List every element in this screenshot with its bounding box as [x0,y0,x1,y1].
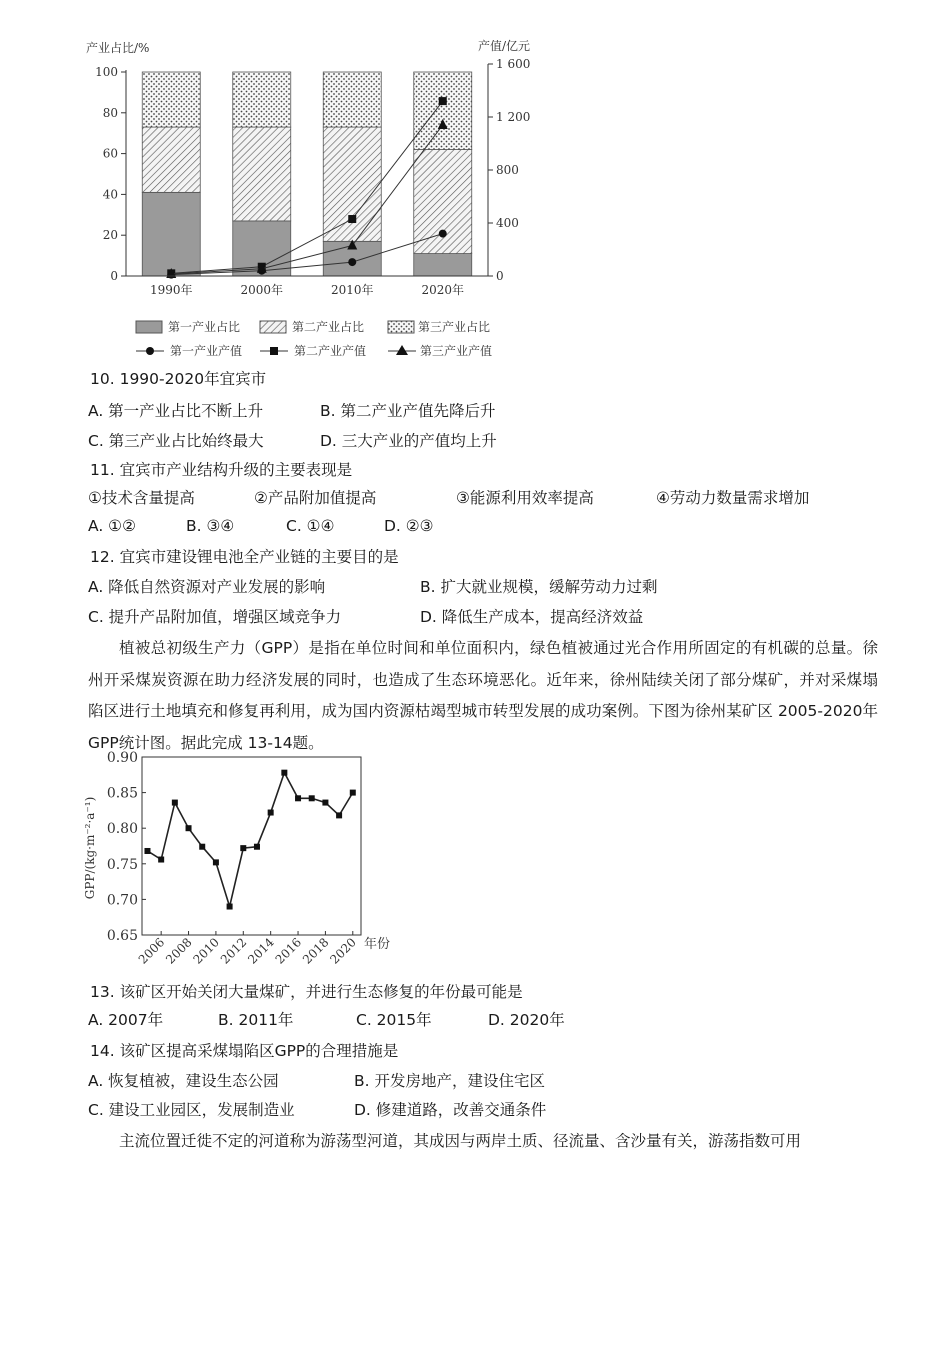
left-tick-label: 0 [110,269,118,283]
legend-label-secondary-share: 第二产业占比 [292,320,365,334]
gpp-x-ticks [136,931,359,967]
point-secondary-value [348,215,356,223]
q11-statement-2: ②产品附加值提高 [254,489,377,507]
bar-segment-tertiary [233,72,291,127]
q12-option-b[interactable]: B. 扩大就业规模，缓解劳动力过剩 [420,578,658,596]
right-tick-label: 800 [496,163,519,177]
q13-stem: 13. 该矿区开始关闭大量煤矿，并进行生态修复的年份最可能是 [90,983,523,1001]
q11-statement-3: ③能源利用效率提高 [456,489,594,507]
gpp-data-point [172,800,178,806]
series-line [171,125,443,274]
legend-label-primary-share: 第一产业占比 [168,320,241,334]
gpp-data-point [350,790,356,796]
right-axis-title: 产值/亿元 [478,39,531,53]
right-tick-label: 1 200 [496,110,531,124]
left-tick-label: 60 [102,146,118,161]
gpp-data-point [213,859,219,865]
q14-option-c[interactable]: C. 建设工业园区，发展制造业 [88,1101,295,1119]
legend-label-primary-value: 第一产业产值 [170,344,243,358]
q11-stem: 11. 宜宾市产业结构升级的主要表现是 [90,461,353,479]
bar-segment-primary [142,192,200,276]
gpp-data-point [322,800,328,806]
legend [136,319,492,358]
x-axis-labels [150,282,464,297]
series-line [171,101,443,273]
x-tick-label: 2000年 [240,283,284,297]
gpp-y-tick-label: 0.75 [106,856,138,873]
x-tick-label: 2010年 [330,283,374,297]
gpp-data-point [254,844,260,850]
river-passage-start: 主流位置迁徙不定的河道称为游荡型河道，其成因与两岸土质、径流量、含沙量有关，游荡指数可用 [119,1132,802,1150]
bar-segment-secondary [414,150,472,254]
gpp-x-tick-label: 2008 [163,935,195,967]
q12-option-d[interactable]: D. 降低生产成本，提高经济效益 [420,608,644,626]
right-tick-label: 1 600 [496,57,531,71]
bar-segment-secondary [142,127,200,192]
gpp-plot-frame [142,757,361,935]
left-tick-label: 40 [102,187,118,202]
gpp-y-tick-label: 0.90 [106,750,138,766]
x-tick-label: 1990年 [149,283,193,297]
gpp-series-line [147,773,352,907]
gpp-x-tick-label: 2012 [217,935,250,967]
bar-segment-primary [414,254,472,276]
q11-statement-4: ④劳动力数量需求增加 [656,489,810,507]
right-tick-label: 400 [496,216,519,230]
point-primary-value [348,258,356,266]
gpp-x-tick-label: 2016 [272,935,305,967]
legend-marker-triangle [396,345,408,355]
q13-option-a[interactable]: A. 2007年 [88,1011,164,1029]
gpp-data-point [268,810,274,816]
gpp-x-tick-label: 2014 [245,935,277,967]
q14-stem: 14. 该矿区提高采煤塌陷区GPP的合理措施是 [90,1042,399,1060]
point-secondary-value [439,97,447,105]
gpp-chart [80,748,410,970]
gpp-x-tick-label: 2010 [190,935,223,967]
series-line [171,234,443,275]
right-axis-ticks [488,57,530,283]
bar-segment-tertiary [142,72,200,127]
industry-chart [60,20,531,365]
gpp-y-tick-label: 0.70 [106,892,138,909]
q12-option-c[interactable]: C. 提升产品附加值，增强区域竞争力 [88,608,342,626]
gpp-data-point [186,825,192,831]
gpp-passage: 植被总初级生产力（GPP）是指在单位时间和单位面积内，绿色植被通过光合作用所固定的有机碳的总量。徐州开采煤炭资源在助力经济发展的同时，也造成了生态环境恶化。近年来，徐州陆续关闭了部分煤矿，并对采煤塌陷区进行土地填充和修复再利用，成为国内资源枯竭型城市转型发展的成功案例。下图为徐州某矿区 2005-2020年 GPP统计图。据此完成 13-14题。 [88,639,878,752]
q12-stem: 12. 宜宾市建设锂电池全产业链的主要目的是 [90,548,399,566]
point-primary-value [439,230,447,238]
gpp-data-point [227,904,233,910]
q12-option-a[interactable]: A. 降低自然资源对产业发展的影响 [88,578,326,596]
left-tick-label: 80 [102,105,118,120]
gpp-y-ticks [107,750,146,944]
q11-option-b[interactable]: B. ③④ [186,517,235,535]
legend-swatch-primary [136,321,162,333]
gpp-data-point [199,844,205,850]
left-axis-title: 产业占比/% [86,41,150,55]
q10-option-d[interactable]: D. 三大产业的产值均上升 [320,432,497,450]
gpp-data-point [240,845,246,851]
q10-option-c[interactable]: C. 第三产业占比始终最大 [88,432,264,450]
q13-option-b[interactable]: B. 2011年 [218,1011,294,1029]
legend-swatch-secondary [260,321,286,333]
bar-segment-secondary [233,127,291,221]
legend-swatch-tertiary [388,321,414,333]
q10-stem: 10. 1990-2020年宜宾市 [90,370,267,388]
q11-option-c[interactable]: C. ①④ [286,517,335,535]
gpp-y-axis-title: GPP/(kg·m⁻²·a⁻¹) [83,796,97,900]
legend-label-tertiary-share: 第三产业占比 [418,320,491,334]
gpp-y-tick-label: 0.80 [106,821,138,838]
value-lines [166,97,448,279]
gpp-data-point [158,857,164,863]
right-tick-label: 0 [496,269,504,283]
gpp-data-point [281,770,287,776]
bar-segment-tertiary [323,72,381,127]
x-tick-label: 2020年 [421,283,465,297]
gpp-data-point [295,795,301,801]
gpp-x-tick-label: 2006 [135,935,168,967]
q13-option-c[interactable]: C. 2015年 [356,1011,432,1029]
q13-option-d[interactable]: D. 2020年 [488,1011,565,1029]
stacked-bars [142,72,472,276]
gpp-x-tick-label: 2020 [327,935,359,967]
legend-label-tertiary-value: 第三产业产值 [420,344,493,358]
left-tick-label: 20 [102,228,118,243]
left-tick-label: 100 [95,65,118,79]
q14-option-a[interactable]: A. 恢复植被，建设生态公园 [88,1072,279,1090]
legend-marker-circle [146,347,154,355]
gpp-data-point [309,795,315,801]
legend-label-secondary-value: 第二产业产值 [294,344,367,358]
gpp-line [144,770,355,910]
gpp-x-tick-label: 2018 [300,935,332,967]
gpp-y-tick-label: 0.85 [106,785,138,802]
gpp-y-tick-label: 0.65 [106,928,138,944]
gpp-data-point [144,848,150,854]
q11-option-a[interactable]: A. ①② [88,517,136,535]
q10-option-a[interactable]: A. 第一产业占比不断上升 [88,402,264,420]
q14-option-b[interactable]: B. 开发房地产，建设住宅区 [354,1072,545,1090]
left-axis-ticks [95,65,126,283]
gpp-data-point [336,812,342,818]
bar-segment-tertiary [414,72,472,150]
q11-statement-1: ①技术含量提高 [88,489,195,507]
bar-segment-secondary [323,127,381,241]
q11-option-d[interactable]: D. ②③ [384,517,434,535]
legend-marker-square [270,347,278,355]
gpp-x-axis-title: 年份 [364,937,391,952]
q10-option-b[interactable]: B. 第二产业产值先降后升 [320,402,496,420]
q14-option-d[interactable]: D. 修建道路，改善交通条件 [354,1101,547,1119]
